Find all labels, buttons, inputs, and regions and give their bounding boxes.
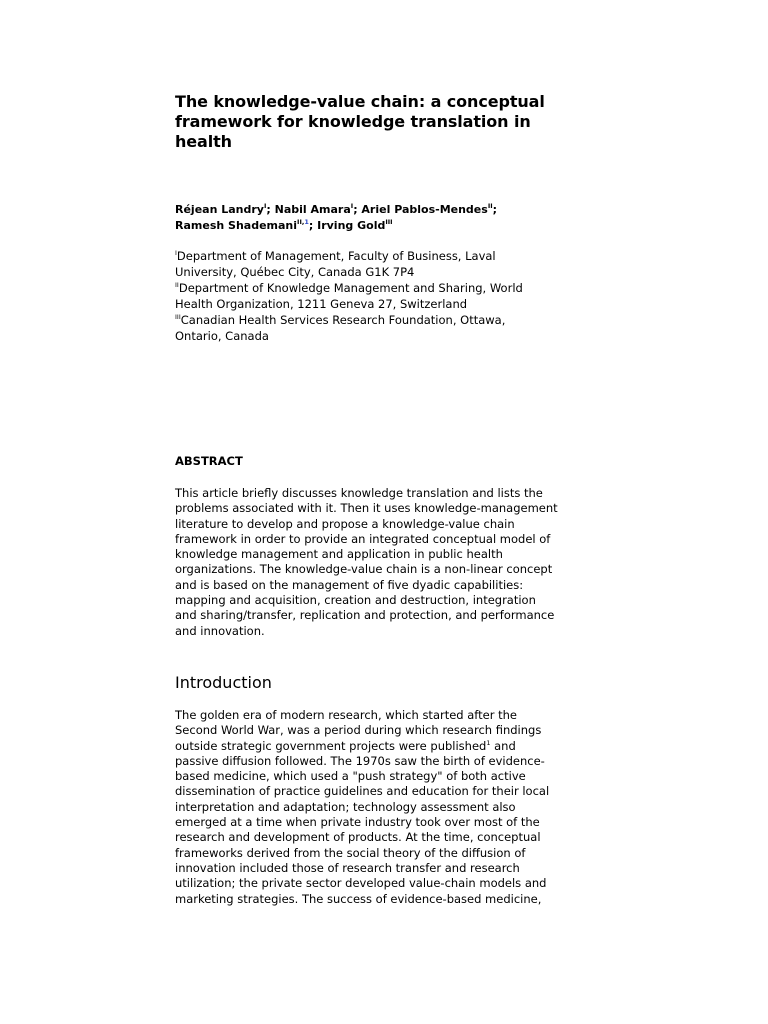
author-affil-sup-text: II,	[297, 218, 305, 226]
abstract-heading: ABSTRACT	[175, 454, 243, 468]
affiliation-sup: I	[175, 249, 177, 257]
body-line: marketing strategies. The success of evidence-based medicine,	[175, 891, 542, 906]
body-line: innovation included those of research transfer and research	[175, 860, 520, 875]
author-separator: ;	[308, 219, 318, 232]
author-list	[175, 202, 600, 234]
author-affil-sup: I	[350, 202, 354, 210]
body-line: based medicine, which used a "push strategy" of both active	[175, 769, 526, 784]
abstract-line: and is based on the management of five dyadic capabilities:	[175, 577, 524, 592]
section-heading-introduction: Introduction	[175, 672, 272, 692]
affiliation-line: University, Québec City, Canada G1K 7P4	[175, 265, 415, 279]
body-line	[175, 739, 600, 754]
body-line: research and development of products. At the time, conceptual	[175, 830, 541, 845]
affiliation-item	[175, 248, 600, 280]
reference-sup[interactable]: 1	[486, 738, 491, 747]
abstract-text	[175, 486, 600, 639]
abstract-line: mapping and acquisition, creation and destruction, integration	[175, 593, 536, 608]
author-name: Nabil Amara	[274, 203, 351, 216]
article-title	[175, 92, 600, 152]
abstract-line: and innovation.	[175, 623, 265, 638]
affiliation-list	[175, 248, 600, 344]
body-line: utilization; the private sector developed value-chain models and	[175, 876, 547, 891]
abstract-line: and sharing/transfer, replication and protection, and performance	[175, 608, 555, 623]
body-line: frameworks derived from the social theory of the diffusion of	[175, 845, 526, 860]
body-line: The golden era of modern research, which started after the	[175, 707, 517, 722]
author-name: Ramesh Shademani	[175, 219, 298, 232]
article-page	[175, 92, 600, 907]
correspondence-link[interactable]: 1	[304, 218, 309, 226]
author-name: Irving Gold	[317, 219, 386, 232]
abstract-line: knowledge management and application in public health	[175, 547, 503, 562]
affiliation-line	[175, 312, 600, 328]
body-line-text: outside strategic government projects were published	[175, 738, 487, 753]
author-line	[175, 218, 600, 234]
title-line: framework for knowledge translation in	[175, 112, 531, 131]
author-name: Ariel Pablos-Mendes	[361, 203, 488, 216]
author-name: Réjean Landry	[175, 203, 264, 216]
body-line: Second World War, was a period during which research findings	[175, 723, 542, 738]
body-line: interpretation and adaptation; technology assessment also	[175, 799, 516, 814]
author-affil-sup: II	[487, 202, 493, 210]
abstract-line: problems associated with it. Then it uses knowledge-management	[175, 501, 558, 516]
affiliation-item	[175, 280, 600, 312]
author-affil-sup: III	[385, 218, 393, 226]
affiliation-item	[175, 312, 600, 344]
affiliation-line: Ontario, Canada	[175, 329, 269, 343]
author-separator: ;	[492, 203, 498, 216]
author-affil-sup	[297, 218, 309, 226]
title-line: health	[175, 132, 232, 151]
affiliation-text: Canadian Health Services Research Foundation, Ottawa,	[180, 313, 506, 327]
author-separator: ;	[353, 203, 362, 216]
title-line: The knowledge-value chain: a conceptual	[175, 92, 545, 111]
body-line-text: and	[490, 738, 516, 753]
author-affil-sup: I	[263, 202, 267, 210]
body-line: emerged at a time when private industry took over most of the	[175, 815, 540, 830]
affiliation-line	[175, 280, 600, 296]
abstract-line: framework in order to provide an integrated conceptual model of	[175, 531, 551, 546]
abstract-line: This article briefly discusses knowledge translation and lists the	[175, 486, 543, 500]
abstract-line: literature to develop and propose a knowledge-value chain	[175, 516, 515, 531]
abstract-line: organizations. The knowledge-value chain is a non-linear concept	[175, 562, 553, 577]
affiliation-text: Department of Knowledge Management and Sharing, World	[178, 281, 523, 295]
affiliation-sup: II	[175, 281, 179, 289]
affiliation-sup: III	[175, 313, 181, 321]
author-separator: ;	[266, 203, 275, 216]
body-line: dissemination of practice guidelines and education for their local	[175, 784, 550, 799]
introduction-text	[175, 708, 600, 907]
body-line: passive diffusion followed. The 1970s saw the birth of evidence-	[175, 753, 545, 768]
author-line	[175, 202, 600, 218]
affiliation-line: Health Organization, 1211 Geneva 27, Switzerland	[175, 297, 468, 311]
affiliation-text: Department of Management, Faculty of Business, Laval	[176, 249, 496, 263]
affiliation-line	[175, 248, 600, 264]
